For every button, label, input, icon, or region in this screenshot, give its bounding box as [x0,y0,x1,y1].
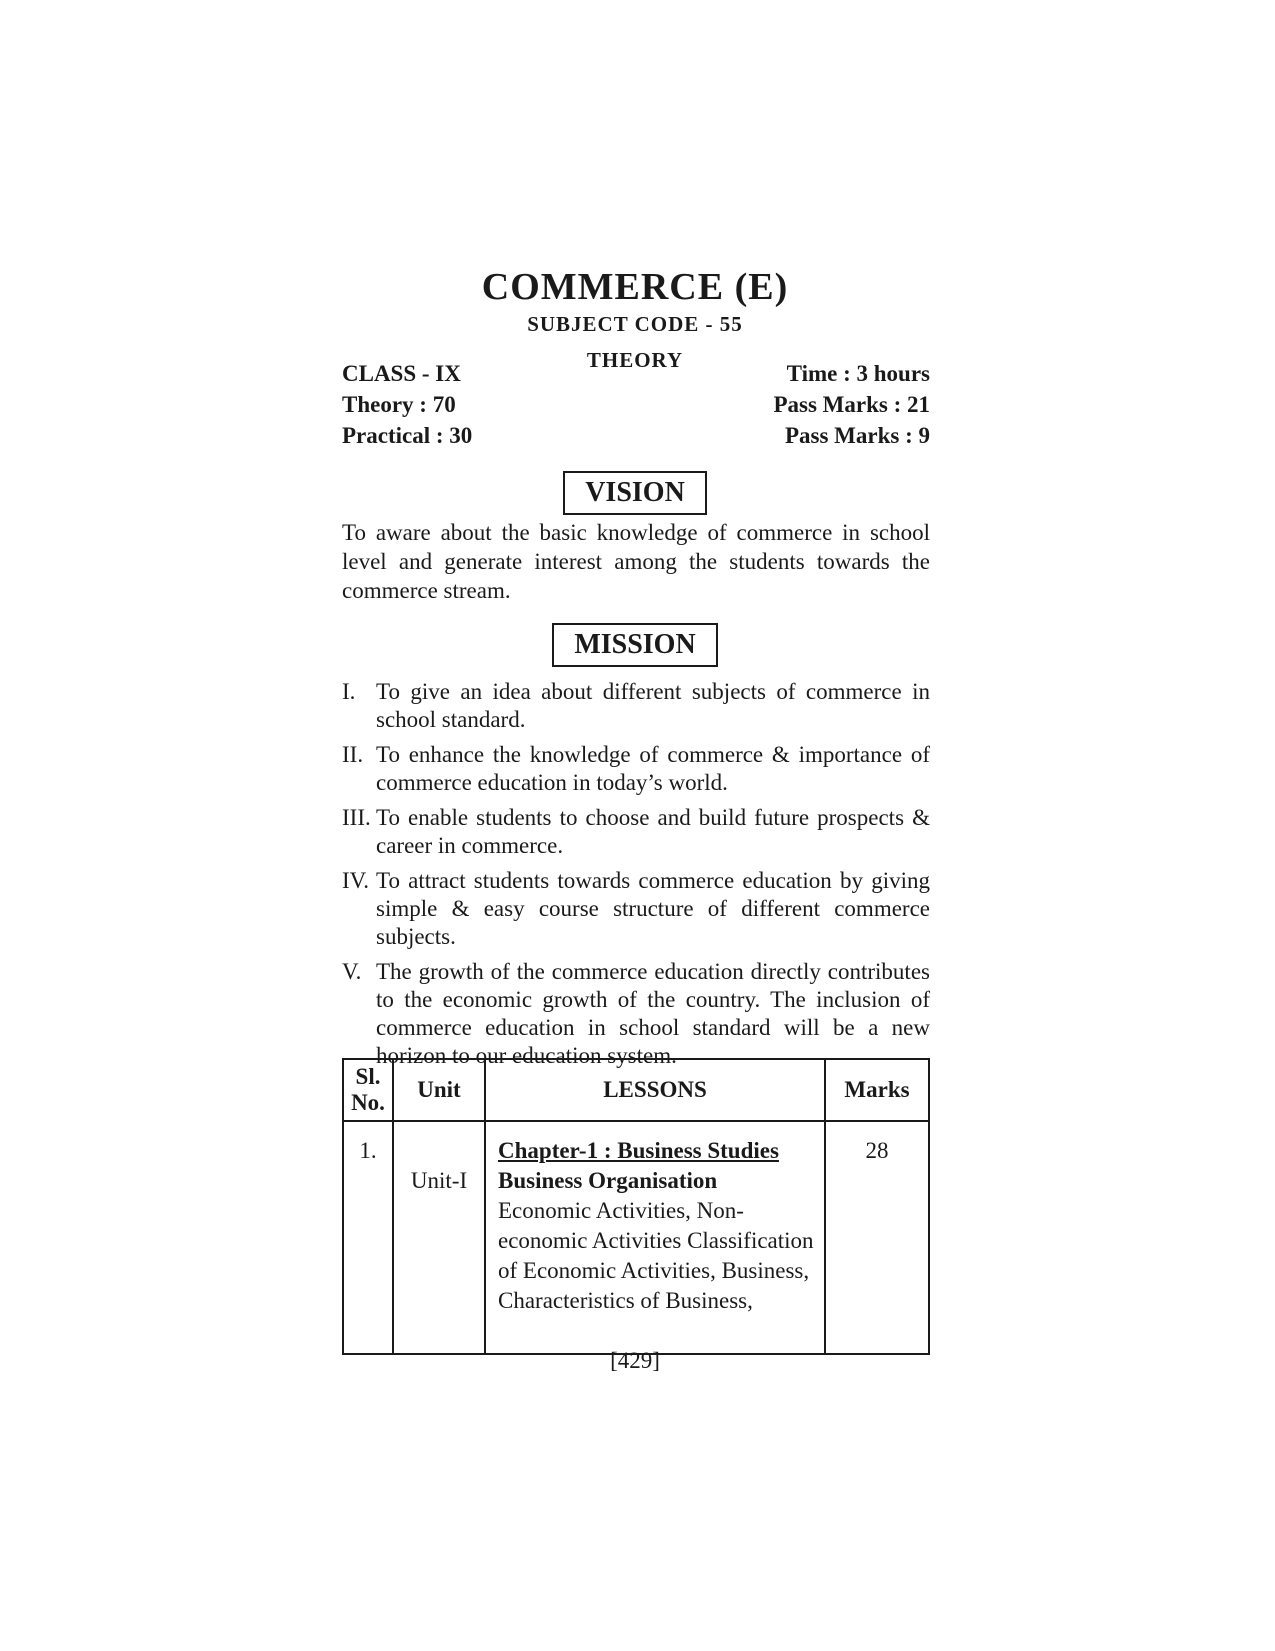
practical-marks: Practical : 30 [342,423,473,448]
meta-right-column [773,358,930,451]
list-item-number: I. [342,679,356,704]
list-item-number: II. [342,742,364,767]
list-item-number: V. [342,959,362,984]
list-item [340,958,930,1070]
lessons-table [342,1058,930,1355]
time-label: Time : 3 hours [786,361,930,386]
page-title: COMMERCE (E) [481,266,789,308]
theory-label: THEORY [586,348,684,372]
meta-left-column [342,358,472,451]
list-item [340,678,930,734]
lesson-subtitle: Business Organisation [498,1168,718,1193]
subject-code: SUBJECT CODE - 55 [527,312,743,336]
header-marks: Marks [825,1059,929,1121]
cell-sl-no: 1. [343,1121,393,1354]
list-item [340,741,930,797]
chapter-title: Chapter-1 : Business Studies [498,1138,779,1163]
header-sl-no: Sl. No. [343,1059,393,1121]
cell-lessons [485,1121,825,1354]
list-item-number: IV. [342,868,370,893]
list-item [340,867,930,951]
mission-heading [340,623,930,667]
table-row [343,1121,929,1354]
class-label: CLASS - IX [342,361,461,386]
page-number: [429] [610,1348,660,1373]
mission-heading-text: MISSION [552,623,717,667]
vision-heading [340,471,930,515]
vision-text: To aware about the basic knowledge of commerce in school level and generate interest among the students towards the commerce stream. [342,520,930,603]
theory-pass-marks: Pass Marks : 21 [773,392,930,417]
list-item-text: To give an idea about different subjects of commerce in school standard. [376,679,930,732]
vision-heading-text: VISION [563,471,707,515]
mission-list [340,678,930,1077]
header-unit: Unit [393,1059,485,1121]
practical-pass-marks: Pass Marks : 9 [784,423,930,448]
list-item-text: To enhance the knowledge of commerce & importance of commerce education in today’s world. [376,742,930,795]
cell-unit [393,1121,485,1354]
document-page [340,0,930,1651]
lesson-topics: Economic Activities, Non-economic Activities Classification of Economic Activities, Business, Characteristics of Business, [498,1198,814,1313]
list-item-number: III. [342,805,371,830]
list-item-text: The growth of the commerce education directly contributes to the economic growth of the country. The inclusion of commerce education in school standard will be a new horizon to our education system. [376,959,930,1068]
header-lessons: LESSONS [485,1059,825,1121]
table-header-row [343,1059,929,1121]
theory-marks: Theory : 70 [342,392,456,417]
unit-label: Unit-I [410,1168,468,1193]
list-item-text: To attract students towards commerce education by giving simple & easy course structure of different commerce subjects. [376,868,930,949]
cell-marks: 28 [825,1121,929,1354]
list-item-text: To enable students to choose and build future prospects & career in commerce. [376,805,930,858]
list-item [340,804,930,860]
